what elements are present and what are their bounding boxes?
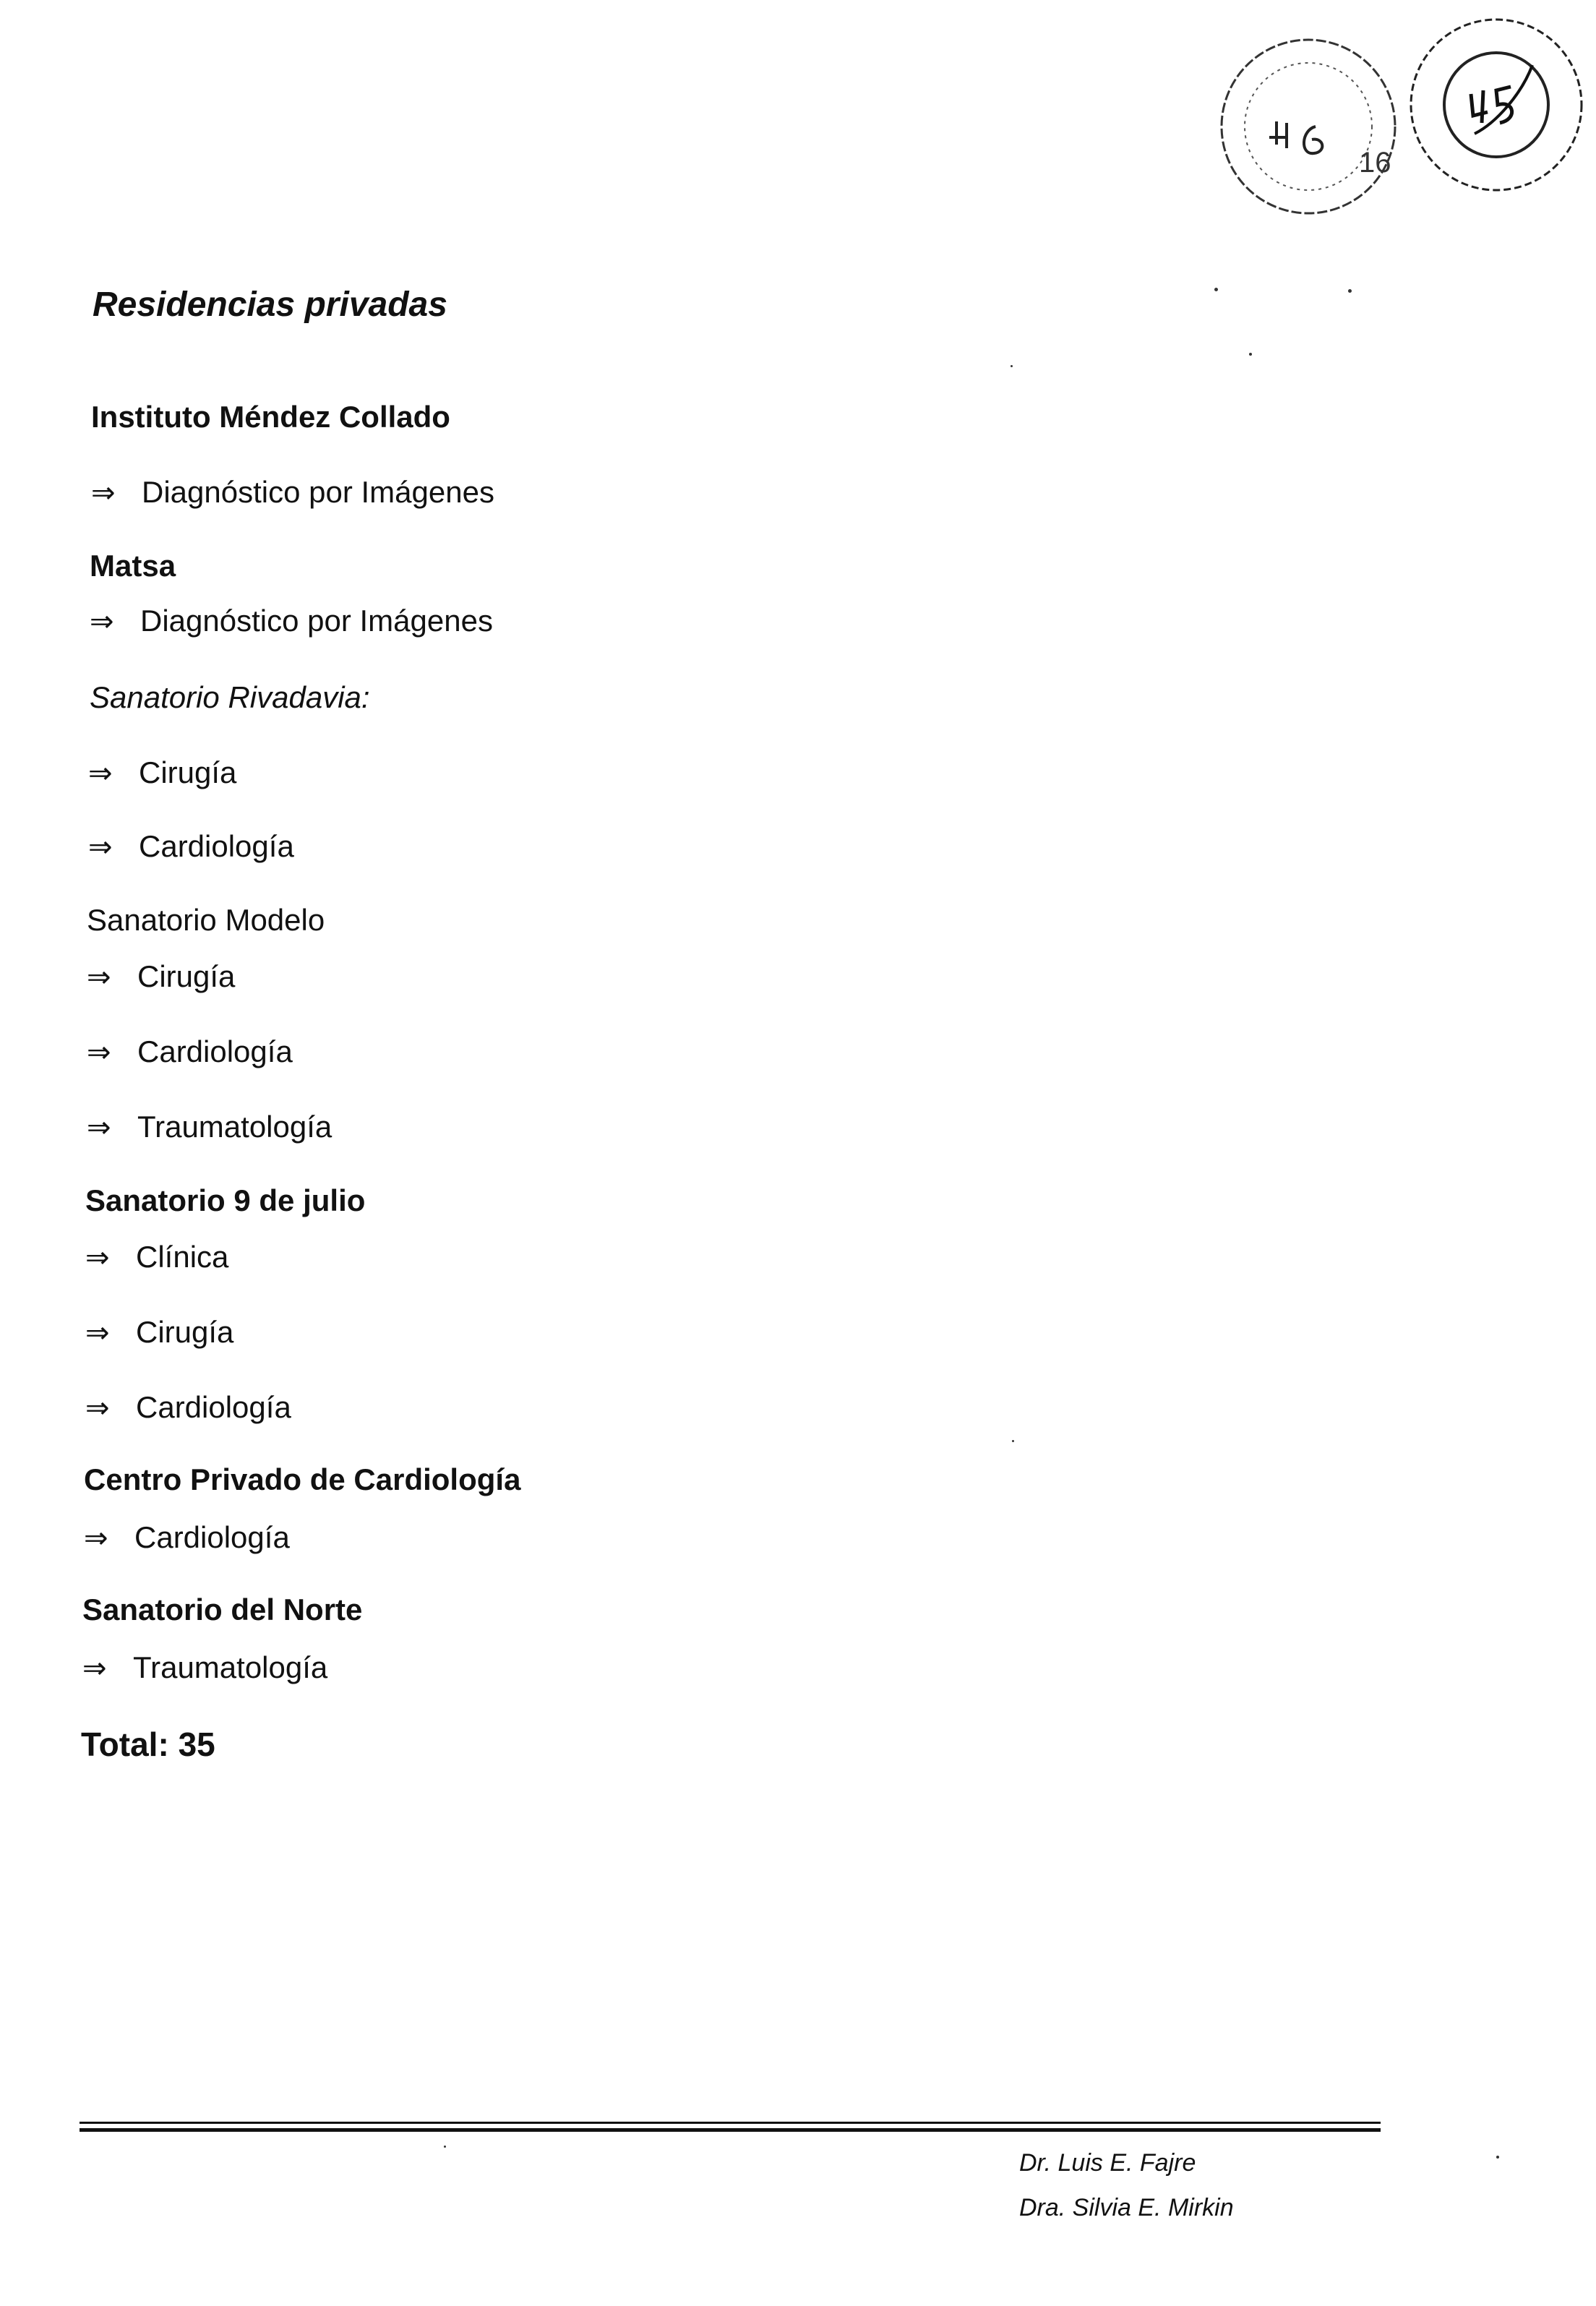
list-item	[87, 961, 235, 992]
list-item-label: Diagnóstico por Imágenes	[142, 475, 494, 509]
list-item-label: Cardiología	[136, 1390, 291, 1424]
list-item	[88, 755, 237, 790]
scan-speck	[1214, 288, 1218, 291]
total-count: Total: 35	[81, 1726, 215, 1763]
institution-name: Instituto Méndez Collado	[91, 400, 450, 434]
arrow-icon: ⇒	[87, 961, 111, 994]
arrow-icon: ⇒	[85, 1316, 110, 1350]
list-item	[91, 475, 494, 510]
arrow-icon: ⇒	[84, 1522, 108, 1555]
list-item-label: Cirugía	[137, 959, 236, 993]
list-item	[85, 1242, 228, 1272]
list-item-label: Traumatología	[137, 1110, 332, 1144]
arrow-icon: ⇒	[90, 605, 114, 638]
arrow-icon: ⇒	[82, 1652, 107, 1685]
section-title: Residencias privadas	[93, 286, 447, 324]
scan-speck	[1348, 289, 1352, 293]
arrow-icon: ⇒	[88, 757, 113, 790]
signature-name: Dra. Silvia E. Mirkin	[1019, 2194, 1234, 2221]
list-item-label: Clínica	[136, 1240, 229, 1274]
list-item	[85, 1315, 234, 1350]
list-item-label: Cardiología	[139, 829, 294, 863]
list-item	[87, 1112, 332, 1142]
list-item-label: Cardiología	[137, 1034, 293, 1068]
arrow-icon: ⇒	[88, 831, 113, 864]
list-item	[87, 1034, 293, 1069]
left-seal-side-number: 16	[1359, 147, 1391, 179]
footer-rule-top	[80, 2122, 1381, 2124]
arrow-icon: ⇒	[87, 1036, 111, 1069]
institution-name: Sanatorio Modelo	[87, 903, 325, 937]
institution-name: Sanatorio 9 de julio	[85, 1183, 366, 1217]
list-item-label: Diagnóstico por Imágenes	[140, 604, 493, 638]
institution-name: Sanatorio del Norte	[82, 1593, 363, 1626]
institution-name: Centro Privado de Cardiología	[84, 1462, 521, 1496]
scan-speck	[1496, 2156, 1499, 2159]
arrow-icon: ⇒	[85, 1392, 110, 1425]
list-item	[85, 1392, 291, 1423]
arrow-icon: ⇒	[85, 1241, 110, 1274]
scan-speck	[1249, 353, 1252, 356]
institution-name: Sanatorio Rivadavia:	[90, 680, 370, 714]
list-item	[82, 1650, 328, 1685]
scan-speck	[1012, 1440, 1014, 1442]
list-item-label: Cardiología	[134, 1520, 290, 1554]
scan-speck	[1011, 365, 1013, 367]
footer-rule-bottom	[80, 2128, 1381, 2132]
left-seal-stamp	[1214, 22, 1410, 231]
list-item	[90, 606, 493, 636]
scan-speck	[444, 2146, 446, 2148]
arrow-icon: ⇒	[91, 476, 116, 510]
institution-name: Matsa	[90, 549, 176, 583]
list-item	[88, 831, 294, 862]
signature-name: Dr. Luis E. Fajre	[1019, 2149, 1196, 2177]
list-item-label: Traumatología	[133, 1650, 328, 1684]
arrow-icon: ⇒	[87, 1111, 111, 1144]
list-item	[84, 1522, 290, 1553]
right-seal-stamp	[1395, 14, 1596, 202]
list-item-label: Cirugía	[136, 1315, 234, 1349]
list-item-label: Cirugía	[139, 755, 237, 789]
